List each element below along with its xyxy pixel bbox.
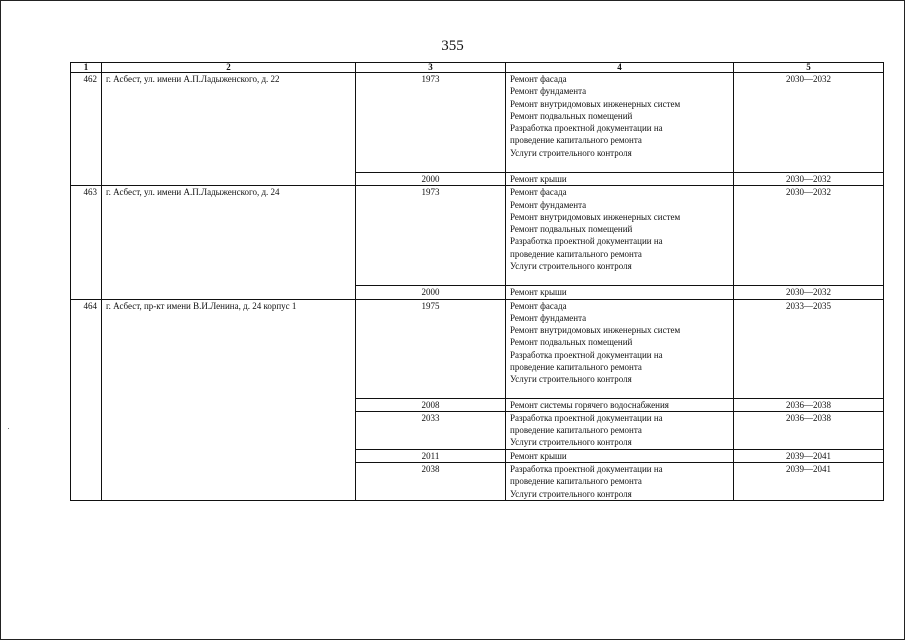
year-cell: 1973 bbox=[356, 73, 506, 173]
work-line: Ремонт фасада bbox=[510, 300, 567, 311]
works-cell bbox=[506, 286, 734, 299]
work-line: проведение капитального ремонта bbox=[510, 476, 642, 487]
work-line: Ремонт фасада bbox=[510, 74, 567, 84]
item-number: 464 bbox=[71, 299, 102, 500]
item-address: г. Асбест, ул. имени А.П.Ладыженского, д. 22 bbox=[102, 73, 356, 186]
work-line: Услуги строительного контроля bbox=[510, 261, 632, 272]
column-header-4: 4 bbox=[506, 63, 734, 73]
works-cell bbox=[506, 299, 734, 398]
work-line: Разработка проектной документации на bbox=[510, 123, 663, 134]
work-line: Ремонт подвальных помещений bbox=[510, 337, 633, 348]
item-address: г. Асбест, пр-кт имени В.И.Ленина, д. 24 корпус 1 bbox=[102, 299, 356, 500]
item-number: 462 bbox=[71, 73, 102, 186]
period-cell: 2030—2032 bbox=[734, 73, 884, 173]
table-row bbox=[71, 299, 884, 398]
period-cell: 2030—2032 bbox=[734, 286, 884, 299]
table-row bbox=[71, 186, 884, 286]
works-cell bbox=[506, 463, 734, 501]
work-line: Ремонт внутридомовых инженерных систем bbox=[510, 325, 681, 336]
work-line: Услуги строительного контроля bbox=[510, 488, 632, 499]
work-line: Ремонт крыши bbox=[510, 174, 567, 184]
works-cell bbox=[506, 73, 734, 173]
work-line: Ремонт фундамента bbox=[510, 199, 587, 210]
column-header-2: 2 bbox=[102, 63, 356, 73]
period-cell: 2030—2032 bbox=[734, 173, 884, 186]
works-cell bbox=[506, 411, 734, 449]
work-line: Услуги строительного контроля bbox=[510, 374, 632, 385]
repair-schedule-table bbox=[70, 62, 884, 501]
column-header-1: 1 bbox=[71, 63, 102, 73]
year-cell: 1973 bbox=[356, 186, 506, 286]
work-line: Разработка проектной документации на bbox=[510, 412, 663, 423]
table-header-row bbox=[71, 63, 884, 73]
column-header-3: 3 bbox=[356, 63, 506, 73]
year-cell: 2033 bbox=[356, 411, 506, 449]
year-cell: 2038 bbox=[356, 463, 506, 501]
work-line: Разработка проектной документации на bbox=[510, 236, 663, 247]
year-cell: 2000 bbox=[356, 173, 506, 186]
works-cell bbox=[506, 173, 734, 186]
work-line: проведение капитального ремонта bbox=[510, 248, 642, 259]
work-line: Ремонт крыши bbox=[510, 287, 567, 298]
work-line: Ремонт системы горячего водоснабжения bbox=[510, 399, 669, 410]
works-cell bbox=[506, 186, 734, 286]
work-line: проведение капитального ремонта bbox=[510, 425, 642, 436]
page-number: 355 bbox=[441, 38, 464, 54]
period-cell: 2039—2041 bbox=[734, 463, 884, 501]
item-number: 463 bbox=[71, 186, 102, 299]
period-cell: 2036—2038 bbox=[734, 411, 884, 449]
scan-speck bbox=[8, 428, 9, 429]
work-line: Разработка проектной документации на bbox=[510, 464, 663, 475]
year-cell: 2008 bbox=[356, 398, 506, 411]
period-cell: 2036—2038 bbox=[734, 398, 884, 411]
item-address: г. Асбест, ул. имени А.П.Ладыженского, д. 24 bbox=[102, 186, 356, 299]
work-line: Услуги строительного контроля bbox=[510, 437, 632, 448]
year-cell: 2011 bbox=[356, 449, 506, 462]
work-line: Разработка проектной документации на bbox=[510, 349, 663, 360]
work-line: проведение капитального ремонта bbox=[510, 362, 642, 373]
works-cell bbox=[506, 449, 734, 462]
year-cell: 2000 bbox=[356, 286, 506, 299]
table-row bbox=[71, 73, 884, 173]
works-cell bbox=[506, 398, 734, 411]
work-line: Ремонт фундамента bbox=[510, 86, 587, 97]
work-line: Ремонт подвальных помещений bbox=[510, 224, 633, 235]
period-cell: 2030—2032 bbox=[734, 186, 884, 286]
work-line: Ремонт крыши bbox=[510, 450, 567, 461]
period-cell: 2033—2035 bbox=[734, 299, 884, 398]
work-line: Ремонт фасада bbox=[510, 187, 567, 198]
work-line: Ремонт фундамента bbox=[510, 312, 587, 323]
column-header-5: 5 bbox=[734, 63, 884, 73]
work-line: Ремонт подвальных помещений bbox=[510, 110, 633, 121]
work-line: проведение капитального ремонта bbox=[510, 135, 642, 146]
year-cell: 1975 bbox=[356, 299, 506, 398]
period-cell: 2039—2041 bbox=[734, 449, 884, 462]
work-line: Ремонт внутридомовых инженерных систем bbox=[510, 211, 681, 222]
work-line: Услуги строительного контроля bbox=[510, 147, 632, 158]
work-line: Ремонт внутридомовых инженерных систем bbox=[510, 98, 681, 109]
